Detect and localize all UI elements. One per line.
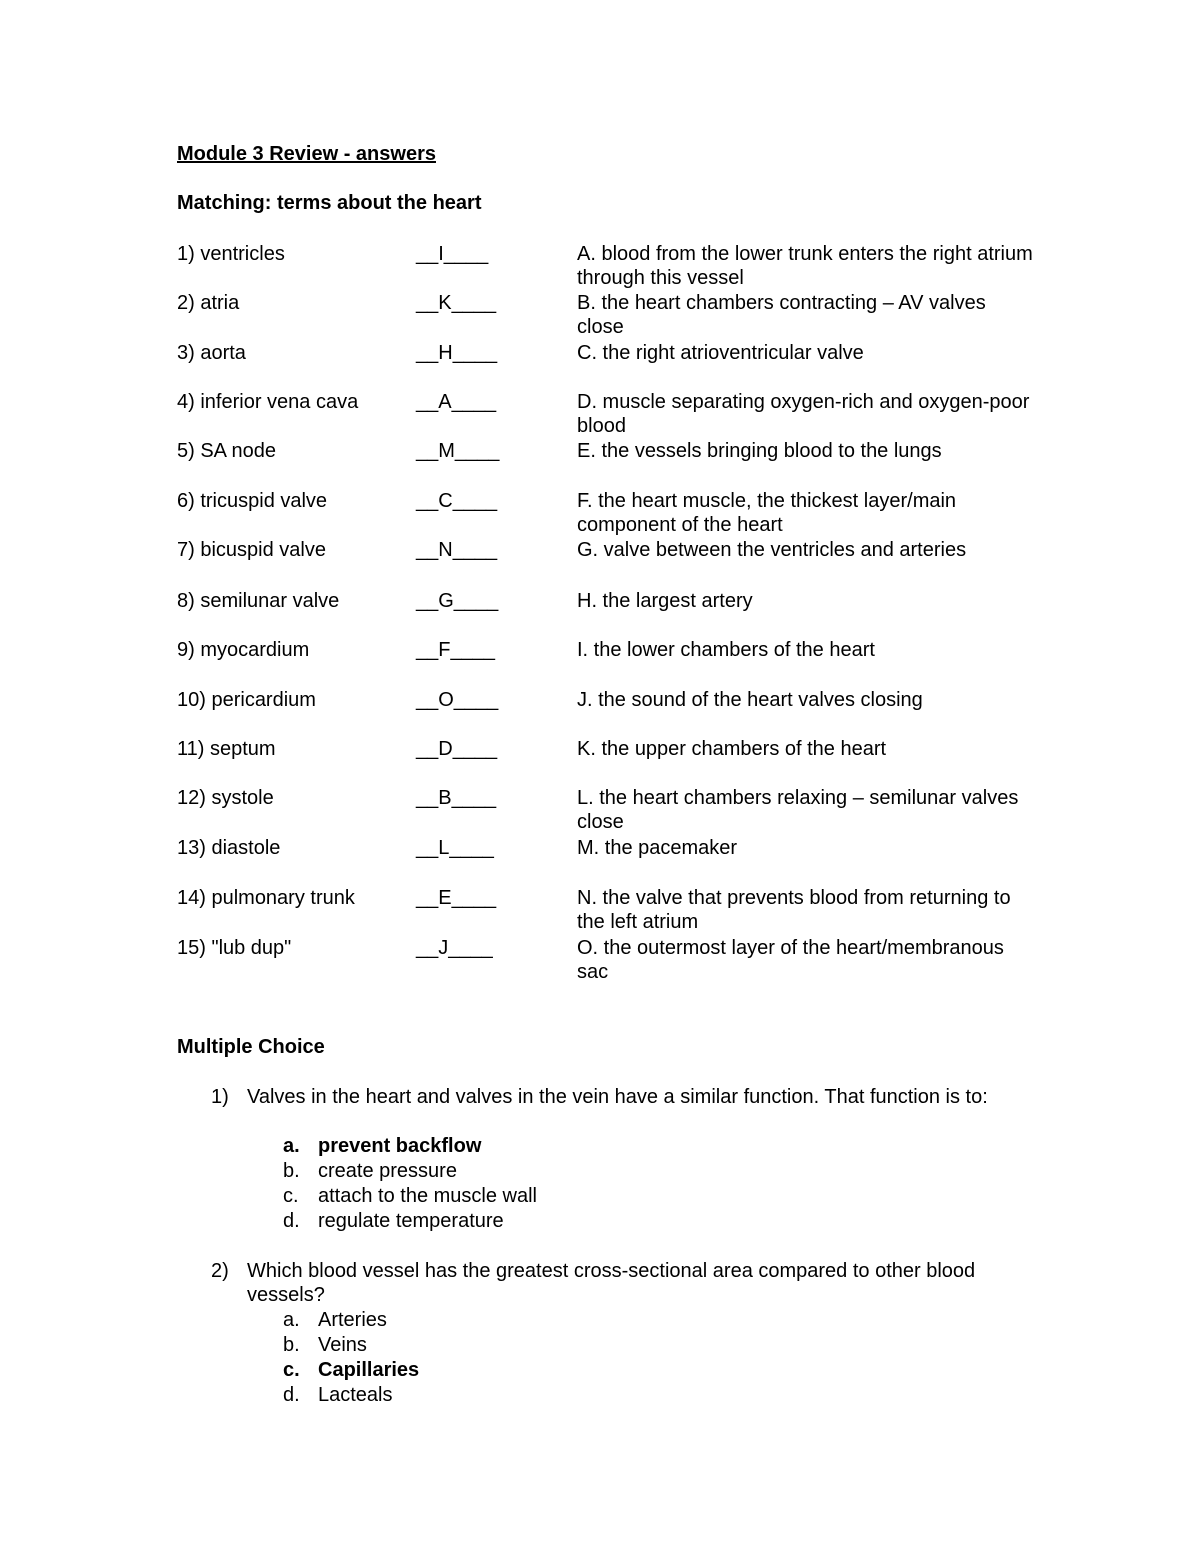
matching-answer: __D____: [416, 738, 498, 760]
matching-answer: __L____: [416, 837, 494, 859]
option-text: Veins: [318, 1334, 367, 1356]
matching-term: 1) ventricles: [177, 243, 285, 265]
matching-answer: __H____: [416, 342, 498, 364]
option-letter: d.: [283, 1210, 300, 1232]
option-text: Arteries: [318, 1309, 387, 1331]
matching-term: 15) "lub dup": [177, 937, 292, 959]
matching-heading: Matching: terms about the heart: [177, 192, 482, 214]
matching-answer: __F____: [416, 639, 495, 661]
matching-definition: A. blood from the lower trunk enters the right atrium through this vessel: [577, 243, 1033, 289]
matching-definition: K. the upper chambers of the heart: [577, 738, 887, 760]
matching-term: 7) bicuspid valve: [177, 539, 326, 561]
matching-definition: C. the right atrioventricular valve: [577, 342, 864, 364]
matching-answer: __B____: [416, 787, 497, 809]
option-letter: d.: [283, 1384, 300, 1406]
matching-definition: O. the outermost layer of the heart/membranous sac: [577, 937, 1004, 983]
matching-answer: __I____: [416, 243, 489, 265]
option-text-correct: prevent backflow: [318, 1135, 482, 1157]
matching-term: 5) SA node: [177, 440, 276, 462]
matching-term: 9) myocardium: [177, 639, 310, 661]
matching-term: 2) atria: [177, 292, 240, 314]
matching-definition: F. the heart muscle, the thickest layer/main component of the heart: [577, 490, 957, 536]
matching-answer: __M____: [416, 440, 500, 462]
matching-answer: __J____: [416, 937, 493, 959]
option-text: create pressure: [318, 1160, 457, 1182]
matching-term: 10) pericardium: [177, 689, 316, 711]
matching-term: 11) septum: [177, 738, 276, 760]
option-text-correct: Capillaries: [318, 1359, 420, 1381]
matching-answer: __N____: [416, 539, 498, 561]
question-text: Which blood vessel has the greatest cross-sectional area compared to other blood vessels?: [247, 1260, 976, 1306]
matching-answer: __O____: [416, 689, 499, 711]
option-text: Lacteals: [318, 1384, 393, 1406]
matching-definition: I. the lower chambers of the heart: [577, 639, 875, 661]
option-letter: c.: [283, 1359, 300, 1381]
matching-term: 8) semilunar valve: [177, 590, 340, 612]
matching-definition: L. the heart chambers relaxing – semilunar valves close: [577, 787, 1019, 833]
option-letter: b.: [283, 1334, 300, 1356]
question-number: 2): [211, 1260, 229, 1282]
matching-answer: __C____: [416, 490, 498, 512]
matching-definition: B. the heart chambers contracting – AV valves close: [577, 292, 986, 338]
option-text: regulate temperature: [318, 1210, 504, 1232]
matching-answer: __K____: [416, 292, 497, 314]
matching-definition: D. muscle separating oxygen-rich and oxygen-poor blood: [577, 391, 1030, 437]
matching-term: 14) pulmonary trunk: [177, 887, 355, 909]
matching-term: 3) aorta: [177, 342, 246, 364]
option-letter: b.: [283, 1160, 300, 1182]
page-title: Module 3 Review - answers: [177, 143, 436, 165]
matching-term: 4) inferior vena cava: [177, 391, 359, 413]
multiple-choice-heading: Multiple Choice: [177, 1036, 325, 1058]
matching-answer: __G____: [416, 590, 499, 612]
question-number: 1): [211, 1086, 229, 1108]
matching-definition: J. the sound of the heart valves closing: [577, 689, 923, 711]
matching-answer: __E____: [416, 887, 497, 909]
matching-term: 12) systole: [177, 787, 274, 809]
option-letter: c.: [283, 1185, 299, 1207]
matching-definition: M. the pacemaker: [577, 837, 738, 859]
matching-definition: G. valve between the ventricles and arteries: [577, 539, 967, 561]
option-text: attach to the muscle wall: [318, 1185, 537, 1207]
option-letter: a.: [283, 1309, 300, 1331]
matching-answer: __A____: [416, 391, 497, 413]
question-text: Valves in the heart and valves in the vein have a similar function. That function is to:: [247, 1086, 988, 1108]
matching-definition: H. the largest artery: [577, 590, 753, 612]
matching-term: 13) diastole: [177, 837, 281, 859]
option-letter: a.: [283, 1135, 300, 1157]
matching-definition: N. the valve that prevents blood from returning to the left atrium: [577, 887, 1011, 933]
matching-term: 6) tricuspid valve: [177, 490, 328, 512]
matching-definition: E. the vessels bringing blood to the lungs: [577, 440, 942, 462]
